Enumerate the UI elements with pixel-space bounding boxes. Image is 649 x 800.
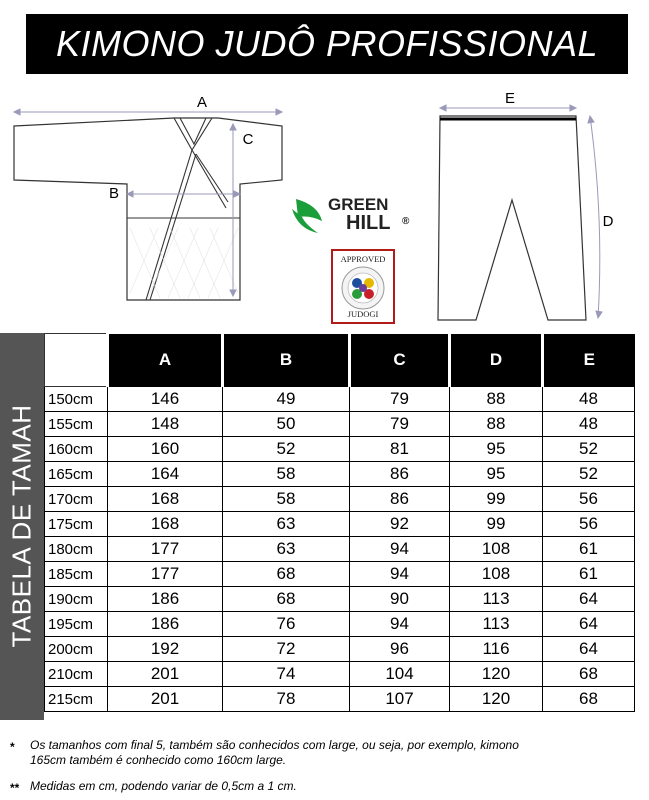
side-label-text: TABELA DE TAMAH [6,404,37,648]
cell-e: 48 [543,387,635,412]
column-header-c: C [350,334,450,387]
cell-c: 90 [350,587,450,612]
cell-a: 148 [108,412,223,437]
table-row [45,537,635,562]
cell-d: 88 [450,387,543,412]
cell-e: 52 [543,437,635,462]
cell-e: 68 [543,687,635,712]
dimension-a-label: A [196,94,208,111]
row-size-label: 215cm [45,687,108,712]
cell-a: 146 [108,387,223,412]
cell-b: 50 [223,412,350,437]
cell-c: 107 [350,687,450,712]
cell-c: 79 [350,387,450,412]
cell-d: 113 [450,587,543,612]
brand-registered-mark: ® [402,216,410,227]
cell-d: 108 [450,562,543,587]
row-size-label: 160cm [45,437,108,462]
cell-b: 74 [223,662,350,687]
dimension-e-label: E [504,90,516,107]
table-row [45,462,635,487]
cell-c: 94 [350,537,450,562]
cell-e: 61 [543,537,635,562]
table-row [45,412,635,437]
cell-b: 76 [223,612,350,637]
footnote-1-text: Os tamanhos com final 5, também são conhecidos com large, ou seja, por exemplo, kimono 165cm também é conhecido como 160cm large. [30,738,519,767]
cell-c: 94 [350,612,450,637]
cell-d: 120 [450,662,543,687]
cell-a: 168 [108,512,223,537]
cell-d: 99 [450,512,543,537]
row-size-label: 195cm [45,612,108,637]
table-row [45,437,635,462]
column-header-e: E [543,334,635,387]
cell-a: 186 [108,587,223,612]
cell-d: 120 [450,687,543,712]
cell-c: 94 [350,562,450,587]
brand-line-1: GREEN [328,195,389,214]
cell-e: 68 [543,662,635,687]
cell-a: 177 [108,562,223,587]
row-size-label: 210cm [45,662,108,687]
cell-b: 58 [223,487,350,512]
cell-c: 92 [350,512,450,537]
cell-a: 201 [108,687,223,712]
cell-c: 86 [350,462,450,487]
brand-line-2: HILL [346,212,391,234]
cell-b: 49 [223,387,350,412]
column-header-a: A [108,334,223,387]
cell-e: 56 [543,487,635,512]
table-row [45,487,635,512]
size-table [44,333,635,712]
cell-b: 72 [223,637,350,662]
table-row [45,662,635,687]
cell-b: 63 [223,537,350,562]
row-size-label: 155cm [45,412,108,437]
cell-c: 104 [350,662,450,687]
size-table-side-label [0,333,44,720]
cell-b: 68 [223,587,350,612]
cell-d: 116 [450,637,543,662]
dimension-d-label: D [602,213,614,230]
cell-a: 164 [108,462,223,487]
table-corner-cell [45,334,108,387]
row-size-label: 165cm [45,462,108,487]
cell-b: 52 [223,437,350,462]
seal-approved-text: APPROVED [340,254,386,264]
approved-judogi-seal [331,249,395,324]
cell-a: 186 [108,612,223,637]
table-row [45,387,635,412]
table-row [45,687,635,712]
dimension-b-label: B [108,185,120,202]
row-size-label: 180cm [45,537,108,562]
cell-a: 192 [108,637,223,662]
cell-c: 81 [350,437,450,462]
table-row [45,637,635,662]
cell-e: 64 [543,637,635,662]
cell-e: 64 [543,587,635,612]
table-row [45,612,635,637]
cell-d: 99 [450,487,543,512]
cell-b: 63 [223,512,350,537]
row-size-label: 190cm [45,587,108,612]
cell-a: 168 [108,487,223,512]
cell-a: 201 [108,662,223,687]
dimension-d-line [588,116,602,318]
table-body [45,387,635,712]
seal-judogi-text: JUDOGI [347,309,379,319]
table-row [45,512,635,537]
cell-d: 113 [450,612,543,637]
page-title: KIMONO JUDÔ PROFISSIONAL [26,14,628,74]
cell-d: 95 [450,462,543,487]
cell-a: 177 [108,537,223,562]
ijf-emblem-icon [340,265,386,311]
cell-e: 52 [543,462,635,487]
cell-c: 86 [350,487,450,512]
table-row [45,587,635,612]
dimension-a-line [14,109,282,115]
footnote-1-mark: * [10,740,15,754]
column-header-d: D [450,334,543,387]
cell-d: 95 [450,437,543,462]
dimension-c-label: C [242,131,254,148]
table-header-row [45,334,635,387]
cell-e: 48 [543,412,635,437]
footnote-2-mark: ** [10,781,20,795]
cell-b: 68 [223,562,350,587]
table-row [45,562,635,587]
cell-d: 88 [450,412,543,437]
row-size-label: 150cm [45,387,108,412]
footnote-2-text: Medidas em cm, podendo variar de 0,5cm a 1 cm. [30,779,297,793]
row-size-label: 185cm [45,562,108,587]
pants-outline [438,116,586,320]
cell-e: 56 [543,512,635,537]
cell-b: 58 [223,462,350,487]
row-size-label: 175cm [45,512,108,537]
cell-b: 78 [223,687,350,712]
cell-e: 61 [543,562,635,587]
column-header-b: B [223,334,350,387]
cell-a: 160 [108,437,223,462]
green-hill-logo [288,195,428,235]
row-size-label: 170cm [45,487,108,512]
green-hill-emblem-icon [288,195,328,235]
row-size-label: 200cm [45,637,108,662]
cell-e: 64 [543,612,635,637]
cell-d: 108 [450,537,543,562]
cell-c: 79 [350,412,450,437]
cell-c: 96 [350,637,450,662]
